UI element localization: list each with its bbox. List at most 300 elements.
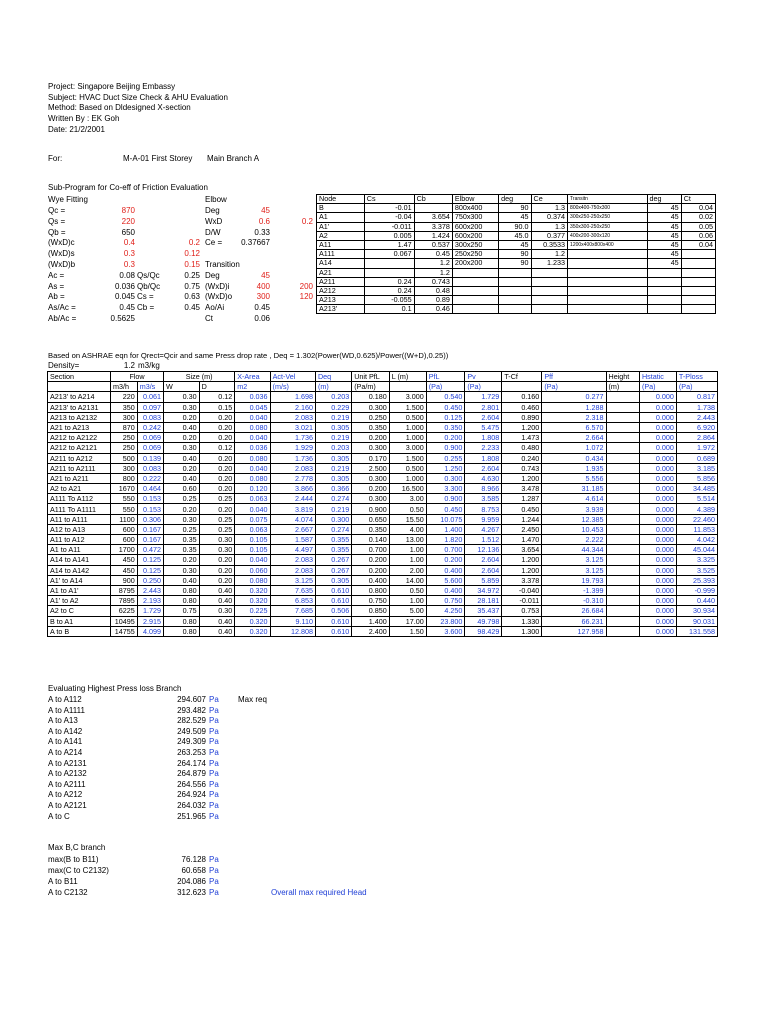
node-cell: 3.654 (414, 213, 452, 222)
table-row (48, 585, 718, 595)
value-cell: 3.185 (676, 463, 717, 473)
node-cell (499, 305, 531, 314)
value-cell: 6225 (111, 606, 138, 616)
node-cell (647, 305, 681, 314)
value-cell: 0.320 (235, 596, 270, 606)
value-cell: 1100 (111, 514, 138, 524)
main-subheader-cell: (Pa) (426, 382, 465, 392)
value-cell: 14755 (111, 626, 138, 636)
section-cell: A1' to A2 (48, 596, 111, 606)
ashrae-note: Based on ASHRAE eqn for Qrect=Qcir and same Press drop rate , Deq = 1.302(Power(WD,0.625)/Power((W+D),0.25)) (48, 351, 449, 360)
value-cell: 0.750 (352, 596, 390, 606)
value-cell: 0.12 (199, 392, 235, 402)
table-row (48, 535, 718, 545)
section-cell: A21 to A213 (48, 422, 111, 432)
value-cell: 0.350 (426, 422, 465, 432)
value-cell: 0.200 (426, 555, 465, 565)
value-cell: 35.437 (465, 606, 502, 616)
evaluation-unit: Pa (209, 790, 219, 800)
value-cell: 0.25 (164, 494, 200, 504)
evaluation-branch: A to A142 (48, 726, 83, 736)
section-cell: A212 to A2122 (48, 433, 111, 443)
value-cell: 8.966 (465, 484, 502, 494)
max-req-note: Max req (238, 695, 267, 704)
value-cell (606, 626, 639, 636)
value-cell: 2.915 (137, 616, 163, 626)
node-row (317, 268, 716, 277)
node-cell: 45 (499, 213, 531, 222)
value-cell: 0.125 (426, 412, 465, 422)
value-cell: 2.083 (270, 412, 315, 422)
evaluation-branch: A to A214 (48, 748, 83, 757)
value-cell: 0.540 (426, 392, 465, 402)
node-cell: 45 (647, 231, 681, 240)
node-header-row (317, 195, 716, 204)
value-cell: 4.099 (137, 626, 163, 636)
table-row (48, 514, 718, 524)
value-cell: 0.160 (502, 392, 542, 402)
value-cell: 6.853 (270, 596, 315, 606)
node-cell: 0.06 (681, 231, 715, 240)
value-cell (606, 422, 639, 432)
node-cell: 90 (499, 250, 531, 259)
node-cell: 0.45 (414, 250, 452, 259)
node-cell: 350x300-250x250 (568, 222, 647, 231)
table-row (48, 504, 718, 514)
value-cell: 10.075 (426, 514, 465, 524)
value-cell: 0.434 (542, 453, 606, 463)
value-cell: 1.500 (389, 402, 426, 412)
value-cell: 0.219 (315, 504, 351, 514)
value-cell: 0.650 (352, 514, 390, 524)
value-cell: 0.305 (315, 473, 351, 483)
value-cell: 0.30 (199, 535, 235, 545)
value-cell: 5.859 (465, 575, 502, 585)
value-cell: 0.80 (164, 585, 200, 595)
subprogram-value: 0.045 (114, 292, 135, 302)
subprogram-label: WxD (205, 216, 223, 226)
value-cell: 3.325 (676, 555, 717, 565)
main-header-cell: Size (m) (164, 372, 235, 382)
value-cell: 0.12 (199, 443, 235, 453)
node-cell: 300x250 (452, 240, 498, 249)
subprogram-value: 0.12 (184, 249, 200, 259)
main-subheader-cell: (Pa) (542, 382, 606, 392)
node-header-cell: Cb (414, 195, 452, 204)
value-cell: 0.500 (389, 412, 426, 422)
value-cell: 2.083 (270, 463, 315, 473)
value-cell: 220 (111, 392, 138, 402)
main-subheader-cell: D (199, 382, 235, 392)
value-cell: 0.20 (199, 473, 235, 483)
evaluation-branch: A to A112 (48, 695, 82, 704)
value-cell: 0.30 (164, 402, 200, 412)
node-cell (499, 296, 531, 305)
value-cell: 0.480 (502, 443, 542, 453)
value-cell: 0.20 (199, 484, 235, 494)
max-branch-value: 204.086 (177, 877, 206, 886)
value-cell: 0.25 (199, 514, 235, 524)
value-cell: 0.153 (137, 504, 163, 514)
value-cell: 1.729 (465, 392, 502, 402)
evaluation-branch: A to A1111 (48, 705, 85, 715)
main-header-cell: X-Area (235, 372, 270, 382)
node-cell: 0.24 (364, 277, 414, 286)
value-cell: 13.00 (389, 535, 426, 545)
value-cell: 2.193 (137, 596, 163, 606)
node-cell: A1 (317, 213, 365, 222)
value-cell: 49.798 (465, 616, 502, 626)
value-cell: 300 (111, 463, 138, 473)
node-cell: 0.04 (681, 204, 715, 213)
node-cell: 45 (647, 222, 681, 231)
value-cell: 3.000 (389, 443, 426, 453)
value-cell: 4.00 (389, 524, 426, 534)
value-cell: 1.587 (270, 535, 315, 545)
node-cell: 0.374 (531, 213, 568, 222)
value-cell: 4.250 (426, 606, 465, 616)
value-cell: 0.20 (199, 555, 235, 565)
evaluation-branch: A to A141 (48, 737, 83, 747)
main-header-cell: Pff (542, 372, 606, 382)
value-cell: 0.20 (199, 565, 235, 575)
node-cell: 0.04 (681, 240, 715, 249)
node-cell: 1.233 (531, 259, 568, 268)
value-cell: 0.200 (352, 565, 390, 575)
node-header-cell: deg (499, 195, 531, 204)
value-cell: 2.500 (352, 463, 390, 473)
node-cell (681, 305, 715, 314)
subprogram-label: Cs = (137, 292, 154, 302)
node-cell: 45 (647, 213, 681, 222)
subprogram-label: Ab = (48, 292, 65, 302)
value-cell (606, 596, 639, 606)
node-cell (681, 286, 715, 295)
value-cell: 0.000 (639, 422, 676, 432)
table-row (48, 473, 718, 483)
value-cell: 0.225 (235, 606, 270, 616)
value-cell: 1.00 (389, 545, 426, 555)
method-line: Method: Based on Dldesigned X-section (48, 103, 191, 112)
node-cell: 1.2 (414, 259, 452, 268)
node-cell: 45 (647, 250, 681, 259)
node-cell (452, 268, 498, 277)
value-cell: 900 (111, 575, 138, 585)
node-cell (681, 250, 715, 259)
value-cell: 1.698 (270, 392, 315, 402)
value-cell: 5.475 (465, 422, 502, 432)
value-cell: 500 (111, 453, 138, 463)
table-row (48, 626, 718, 636)
node-cell (568, 277, 647, 286)
value-cell: 2.604 (465, 555, 502, 565)
evaluation-value: 293.482 (177, 705, 206, 715)
subprogram-value: 0.5625 (110, 314, 135, 323)
value-cell: 0.890 (502, 412, 542, 422)
value-cell: 2.160 (270, 402, 315, 412)
node-cell: 1.2 (414, 268, 452, 277)
node-cell: 0.067 (364, 250, 414, 259)
main-subheader-cell (48, 382, 111, 392)
value-cell: 0.080 (235, 453, 270, 463)
value-cell: 1.50 (389, 626, 426, 636)
main-subheader-cell: m3/h (111, 382, 138, 392)
node-cell (531, 296, 568, 305)
subprogram-value: 400 (256, 281, 270, 291)
branch-label: Main Branch A (207, 154, 260, 163)
value-cell: 12.136 (465, 545, 502, 555)
value-cell: 0.355 (315, 545, 351, 555)
main-header-row (48, 372, 718, 382)
value-cell: 0.300 (352, 494, 390, 504)
table-row (48, 392, 718, 402)
subprogram-value: 0.15 (184, 260, 200, 269)
value-cell: 0.036 (235, 443, 270, 453)
value-cell: 0.200 (426, 433, 465, 443)
value-cell: 0.689 (676, 453, 717, 463)
value-cell: 0.277 (542, 392, 606, 402)
main-header-cell: Section (48, 372, 111, 382)
value-cell: 1.470 (502, 535, 542, 545)
subprogram-label: Qs = (48, 216, 66, 226)
subprogram-value: 45 (261, 206, 270, 215)
duct-section-table (47, 371, 718, 637)
evaluation-unit: Pa (209, 705, 219, 715)
value-cell: 0.000 (639, 504, 676, 514)
value-cell: 0.610 (315, 585, 351, 595)
value-cell: 550 (111, 504, 138, 514)
value-cell: 0.000 (639, 494, 676, 504)
value-cell: 0.40 (199, 585, 235, 595)
node-cell (568, 268, 647, 277)
value-cell: 0.267 (315, 555, 351, 565)
value-cell: 3.300 (426, 484, 465, 494)
value-cell: 0.80 (164, 626, 200, 636)
value-cell: 1.200 (502, 422, 542, 432)
node-cell: A212 (317, 286, 365, 295)
value-cell: 350 (111, 402, 138, 412)
table-row (48, 433, 718, 443)
value-cell: 3.000 (389, 392, 426, 402)
node-row (317, 240, 716, 249)
value-cell: 0.750 (426, 596, 465, 606)
value-cell: 3.125 (542, 565, 606, 575)
evaluation-value: 264.174 (177, 758, 206, 768)
value-cell: 0.610 (315, 626, 351, 636)
value-cell: 0.400 (426, 585, 465, 595)
value-cell: 8.753 (465, 504, 502, 514)
node-cell: 1.3 (531, 222, 568, 231)
main-subheader-cell: (Pa) (639, 382, 676, 392)
node-cell (452, 305, 498, 314)
node-row (317, 259, 716, 268)
node-cell: -0.011 (364, 222, 414, 231)
node-cell (364, 259, 414, 268)
value-cell: 0.472 (137, 545, 163, 555)
value-cell: 0.300 (352, 402, 390, 412)
subprogram-value: 0.3 (123, 260, 135, 269)
value-cell: 0.20 (164, 433, 200, 443)
value-cell: 0.30 (199, 545, 235, 555)
subprogram-label: D/W (205, 227, 221, 237)
section-cell: A11 to A111 (48, 514, 111, 524)
value-cell: 26.684 (542, 606, 606, 616)
value-cell: 2.00 (389, 565, 426, 575)
subprogram-label: (WxD)c (48, 238, 75, 248)
value-cell: 0.305 (315, 575, 351, 585)
subprogram-value: 0.2 (301, 216, 313, 226)
value-cell (606, 535, 639, 545)
value-cell: 3.00 (389, 494, 426, 504)
evaluation-branch: A to A2121 (48, 801, 87, 810)
value-cell: 0.80 (164, 616, 200, 626)
section-cell: A12 to A13 (48, 524, 111, 534)
subprogram-label: (WxD)s (48, 249, 75, 259)
table-row (48, 565, 718, 575)
value-cell: 0.25 (199, 494, 235, 504)
value-cell: 0.450 (426, 402, 465, 412)
node-row (317, 277, 716, 286)
value-cell: 1.820 (426, 535, 465, 545)
value-cell: 1.300 (502, 626, 542, 636)
node-cell: 800x400 (452, 204, 498, 213)
value-cell: 0.219 (315, 463, 351, 473)
value-cell: 0.000 (639, 443, 676, 453)
subprogram-value: 120 (299, 292, 313, 302)
evaluation-unit: Pa (209, 811, 219, 821)
value-cell: 0.20 (164, 555, 200, 565)
value-cell: 0.000 (639, 514, 676, 524)
main-subheader-cell: (Pa) (676, 382, 717, 392)
value-cell (606, 585, 639, 595)
section-cell: A11 to A12 (48, 535, 111, 545)
value-cell: 2.604 (465, 463, 502, 473)
node-cell: 1.3 (531, 204, 568, 213)
value-cell (606, 514, 639, 524)
date-line: Date: 21/2/2001 (48, 125, 105, 134)
value-cell (606, 606, 639, 616)
evaluation-branch: A to A2131 (48, 758, 87, 768)
value-cell: 0.464 (137, 484, 163, 494)
evaluation-unit: Pa (209, 769, 219, 779)
value-cell: 0.366 (315, 484, 351, 494)
subprogram-value: 650 (121, 227, 135, 237)
value-cell: 1.000 (389, 433, 426, 443)
density-value: 1.2 (123, 361, 135, 370)
value-cell: 0.153 (137, 494, 163, 504)
value-cell: 0.000 (639, 575, 676, 585)
node-cell: 45 (647, 259, 681, 268)
value-cell: 34.485 (676, 484, 717, 494)
section-cell: A14 to A142 (48, 565, 111, 575)
value-cell: 0.35 (164, 545, 200, 555)
value-cell: 2.222 (542, 535, 606, 545)
node-cell: 400x200-300x120 (568, 231, 647, 240)
value-cell: 1.972 (676, 443, 717, 453)
value-cell: 2.443 (137, 585, 163, 595)
node-cell (681, 296, 715, 305)
max-branch-value: 60.658 (181, 866, 206, 875)
value-cell: 0.753 (502, 606, 542, 616)
node-coefficient-table (316, 194, 716, 314)
value-cell: 0.180 (352, 392, 390, 402)
value-cell: -0.011 (502, 596, 542, 606)
value-cell: 0.50 (389, 504, 426, 514)
main-header-cell: L (m) (389, 372, 426, 382)
node-cell (647, 277, 681, 286)
subprogram-title: Sub-Program for Co-eff of Friction Evaluation (48, 183, 208, 192)
node-cell: 0.05 (681, 222, 715, 231)
value-cell: 0.040 (235, 412, 270, 422)
node-cell: 0.3533 (531, 240, 568, 249)
main-subheader-cell (389, 382, 426, 392)
main-subheader-cell: m3/s (137, 382, 163, 392)
value-cell: 0.506 (315, 606, 351, 616)
value-cell: 3.478 (502, 484, 542, 494)
value-cell: 2.604 (465, 565, 502, 575)
subprogram-value: 0.63 (184, 292, 200, 302)
value-cell: 2.604 (465, 412, 502, 422)
value-cell: 0.229 (315, 402, 351, 412)
value-cell: 11.853 (676, 524, 717, 534)
subprogram-value: 45 (261, 270, 270, 280)
value-cell: 2.443 (676, 412, 717, 422)
value-cell: 1.935 (542, 463, 606, 473)
value-cell: 8795 (111, 585, 138, 595)
node-row (317, 296, 716, 305)
section-cell: A1 to A1' (48, 585, 111, 595)
value-cell: 2.864 (676, 433, 717, 443)
value-cell: 0.200 (352, 555, 390, 565)
node-cell: 0.46 (414, 305, 452, 314)
value-cell: 0.440 (676, 596, 717, 606)
node-cell (568, 250, 647, 259)
node-header-cell: Transitn (568, 195, 647, 204)
value-cell (606, 616, 639, 626)
node-cell: A211 (317, 277, 365, 286)
node-cell: A111 (317, 250, 365, 259)
value-cell: 1.200 (502, 565, 542, 575)
value-cell: 800 (111, 473, 138, 483)
value-cell: 7.635 (270, 585, 315, 595)
node-header-cell: Ce (531, 195, 568, 204)
table-row (48, 524, 718, 534)
subprogram-label: (WxD)i (205, 281, 230, 291)
value-cell: 0.700 (352, 545, 390, 555)
value-cell: 0.305 (315, 453, 351, 463)
value-cell (606, 555, 639, 565)
value-cell (606, 463, 639, 473)
value-cell: 6.920 (676, 422, 717, 432)
node-cell (499, 277, 531, 286)
value-cell: 0.30 (164, 565, 200, 575)
evaluation-title: Evaluating Highest Press loss Branch (48, 684, 182, 693)
value-cell: 2.444 (270, 494, 315, 504)
value-cell: 0.40 (164, 422, 200, 432)
value-cell: 0.30 (164, 443, 200, 453)
value-cell: 0.300 (315, 514, 351, 524)
value-cell: 4.042 (676, 535, 717, 545)
value-cell: 0.320 (235, 616, 270, 626)
node-cell: -0.04 (364, 213, 414, 222)
value-cell: 4.074 (270, 514, 315, 524)
value-cell: 0.063 (235, 524, 270, 534)
value-cell: 1.736 (270, 453, 315, 463)
value-cell: 4.630 (465, 473, 502, 483)
value-cell: 4.614 (542, 494, 606, 504)
subject-line: Subject: HVAC Duct Size Check & AHU Evaluation (48, 93, 228, 102)
value-cell: 12.808 (270, 626, 315, 636)
